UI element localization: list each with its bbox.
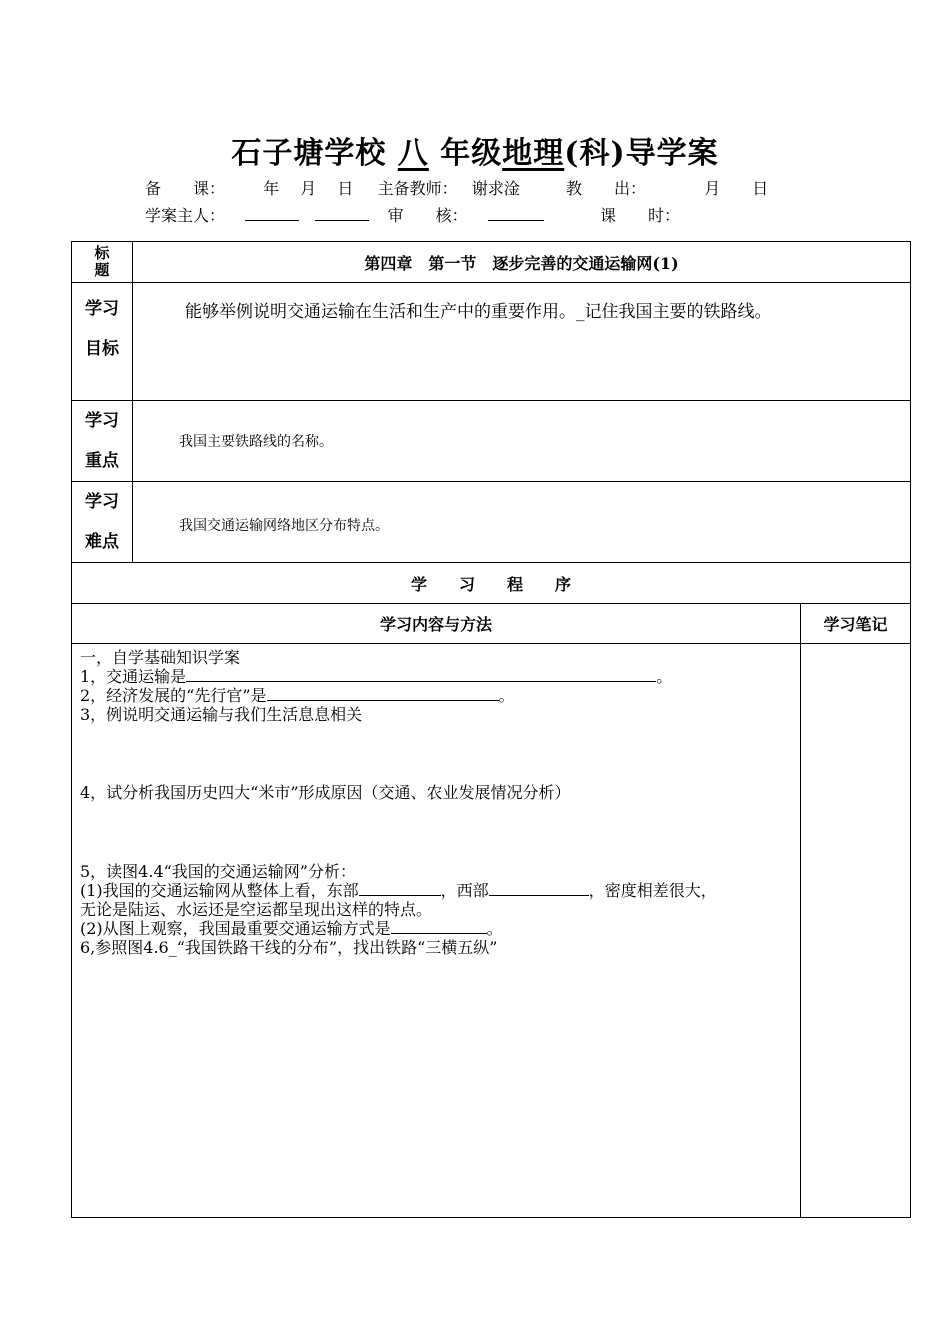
objective-label: 学习 目标 — [72, 283, 133, 401]
document-title — [0, 128, 950, 172]
school-name: 石子塘学校 — [231, 136, 387, 171]
review-blank[interactable] — [488, 206, 544, 221]
content-header: 学习内容与方法 — [72, 604, 801, 644]
difficulty-label: 学习 难点 — [72, 482, 133, 563]
content-line-7: (1)我国的交通运输网从整体上看，东部 ，西部 ，密度相差很大， — [80, 881, 717, 900]
difficulty-text: 我国交通运输网络地区分布特点。 — [133, 482, 911, 563]
subject-value: 地理 — [502, 136, 565, 171]
prep-date: 年 月 日 — [263, 179, 354, 198]
title-label: 标 题 — [72, 242, 133, 283]
lesson-title: 第四章 第一节 逐步完善的交通运输网(1) — [133, 242, 911, 283]
teach-date: 月 日 — [704, 179, 769, 198]
meta-row-prep — [145, 176, 768, 199]
procedure-label: 学 习 程 序 — [72, 563, 911, 604]
study-plan-table — [71, 241, 911, 1218]
teacher-name: 谢求淦 — [471, 179, 520, 198]
meta-row-owner — [145, 203, 680, 226]
content-line-10: 6,参照图4.6_“我国铁路干线的分布”，找出铁路“三横五纵” — [80, 938, 498, 957]
answer-blank[interactable] — [267, 687, 499, 701]
review-label: 审 核： — [387, 206, 468, 225]
answer-blank[interactable] — [489, 882, 589, 896]
procedure-row — [72, 563, 911, 604]
key-point-text: 我国主要铁路线的名称。 — [133, 401, 911, 482]
objective-text: 能够举例说明交通运输在生活和生产中的重要作用。_记住我国主要的铁路线。 — [133, 283, 911, 401]
grade-suffix: 年级 — [440, 136, 503, 171]
content-line-2: 1，交通运输是 。 — [80, 667, 673, 686]
key-point-row — [72, 401, 911, 482]
notes-header: 学习笔记 — [801, 604, 911, 644]
prep-label: 备 课： — [145, 179, 226, 198]
period-label: 课 时： — [599, 206, 680, 225]
owner-blank-1[interactable] — [245, 206, 299, 221]
difficulty-row — [72, 482, 911, 563]
column-header-row — [72, 604, 911, 644]
answer-blank[interactable] — [359, 882, 441, 896]
content-line-9: (2)从图上观察，我国最重要交通运输方式是 。 — [80, 919, 503, 938]
key-point-label: 学习 重点 — [72, 401, 133, 482]
grade-value: 八 — [397, 136, 429, 171]
content-line-1: 一，自学基础知识学案 — [80, 648, 241, 667]
teach-label: 教 出： — [565, 179, 646, 198]
answer-blank[interactable] — [391, 920, 487, 934]
subject-suffix: (科)导学案 — [564, 136, 719, 171]
content-cell — [72, 644, 801, 1218]
teacher-label: 主备教师： — [377, 179, 458, 198]
owner-blank-2[interactable] — [315, 206, 369, 221]
content-line-6: 5，读图4.4“我国的交通运输网”分析： — [80, 862, 356, 881]
content-line-3: 2，经济发展的“先行官”是 。 — [80, 686, 515, 705]
title-row — [72, 242, 911, 283]
answer-blank[interactable] — [186, 668, 656, 682]
content-line-5: 4，试分析我国历史四大“米市”形成原因（交通、农业发展情况分析） — [80, 783, 571, 802]
content-line-8: 无论是陆运、水运还是空运都呈现出这样的特点。 — [80, 900, 433, 919]
owner-label: 学案主人： — [145, 206, 226, 225]
objective-row — [72, 283, 911, 401]
content-row — [72, 644, 911, 1218]
content-line-4: 3，例说明交通运输与我们生活息息相关 — [80, 705, 363, 724]
notes-cell[interactable] — [801, 644, 911, 1218]
